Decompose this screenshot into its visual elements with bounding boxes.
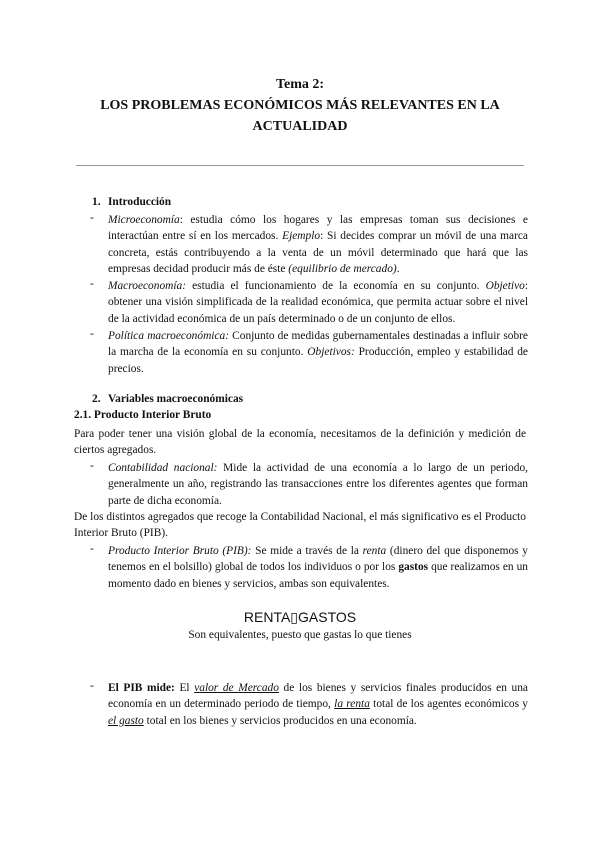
bullet-pib (108, 543, 528, 592)
bullet-el-pib-mide (108, 680, 528, 729)
bullet-text: Mide la actividad de una economía a lo largo de un periodo, generalmente un año, registrando las transacciones entre los diferentes agentes que forman parte de dicha economía. (108, 462, 528, 507)
term-contabilidad: Contabilidad nacional: (108, 462, 218, 474)
bullet-text: estudia cómo los hogares y las empresas toman sus decisiones e interactúan entre sí en los mercados. (108, 214, 528, 243)
word-gastos: gastos (398, 561, 429, 574)
section-2-title: Variables macroeconómicas (108, 393, 244, 405)
bullet-text: total en los bienes y servicios producidos en una economía. (143, 714, 417, 727)
underlined-la-renta: la renta (334, 698, 370, 711)
bullet-microeconomia (108, 212, 528, 278)
bullet-end: . (396, 263, 400, 276)
title-divider (76, 165, 524, 166)
label-objetivos: Objetivos: (307, 346, 355, 359)
term-politica: Política macroeconómica: (108, 330, 230, 342)
bullet-dash: - (90, 278, 94, 290)
term-macroeconomia: Macroeconomía: (108, 280, 187, 292)
bullet-text: El (174, 682, 195, 694)
bullet-text: : Si decides comprar un móvil de una marca concreta, estás contribuyendo a la venta de un móvil determinado que hará que las empresas decidad producir más de éste (108, 230, 528, 276)
bullet-text: que realizamos en un momento dado en bienes y servicios, ambas son equivalentes. (108, 561, 529, 590)
bullet-text: Se mide a través de la (251, 545, 363, 557)
section-2-heading (92, 393, 243, 405)
section-1-number: 1. (92, 196, 101, 208)
term-pib: Producto Interior Bruto (PIB): (108, 545, 252, 557)
title-line-3: ACTUALIDAD (252, 119, 348, 134)
bullet-text: estudia el funcionamiento de la economía en su conjunto. (186, 280, 486, 292)
bullet-dash: - (90, 212, 94, 224)
bullet-politica-macroeconomica (108, 328, 528, 377)
term-colon: : (179, 214, 183, 226)
section-1-title: Introducción (108, 196, 172, 208)
bullet-dash: - (90, 680, 94, 692)
equation-note: Son equivalentes, puesto que gastas lo que tienes (188, 629, 412, 641)
section-1-heading (92, 196, 171, 208)
bullet-dash: - (90, 328, 94, 340)
word-renta: renta (362, 545, 387, 557)
bullet-text: de los bienes y servicios finales producidos en una economía en un determinado periodo de tiempo, (108, 682, 528, 711)
equation-renta-gastos: RENTA▯GASTOS (243, 609, 357, 625)
bullet-text: Producción, empleo y estabilidad de precios. (108, 346, 528, 375)
bullet-dash: - (90, 460, 94, 472)
title-line-2: LOS PROBLEMAS ECONÓMICOS MÁS RELEVANTES EN LA (100, 98, 500, 113)
term-microeconomia: Microeconomía (108, 214, 180, 226)
bullet-text: : obtener una visión simplificada de la realidad económica, que permita actuar sobre el nivel de la actividad económica de un país determinado o de un conjunto de ellos. (108, 280, 528, 325)
title-line-1: Tema 2: (275, 77, 325, 92)
section-2-number: 2. (92, 393, 101, 405)
bullet-dash: - (90, 543, 94, 555)
bullet-macroeconomia (108, 278, 528, 327)
pib-mide-lead: El PIB mide: (108, 682, 175, 694)
paragraph-agregados: Para poder tener una visión global de la economía, necesitamos de la definición y medición de ciertos agregados. (74, 428, 526, 457)
label-ejemplo: Ejemplo (282, 230, 321, 243)
paren-equilibrio: (equilibrio de mercado) (288, 263, 397, 276)
paragraph-contabilidad: De los distintos agregados que recoge la Contabilidad Nacional, el más significativo es el Producto Interior Bruto (PIB). (74, 511, 526, 540)
bullet-text: (dinero del que disponemos y tenemos en el bolsillo) global de todos los individuos o por los (108, 545, 528, 574)
underlined-valor-mercado: valor de Mercado (194, 682, 279, 694)
subsection-2-1-heading: 2.1. Producto Interior Bruto (74, 409, 212, 421)
bullet-text: Conjunto de medidas gubernamentales destinadas a influir sobre la marcha de la economía en su conjunto. (108, 330, 528, 359)
bullet-contabilidad-nacional (108, 460, 528, 509)
document-title (60, 74, 540, 137)
bullet-text: total de los agentes económicos y (369, 698, 528, 711)
label-objetivo: Objetivo (485, 280, 525, 292)
underlined-el-gasto: el gasto (108, 714, 144, 727)
